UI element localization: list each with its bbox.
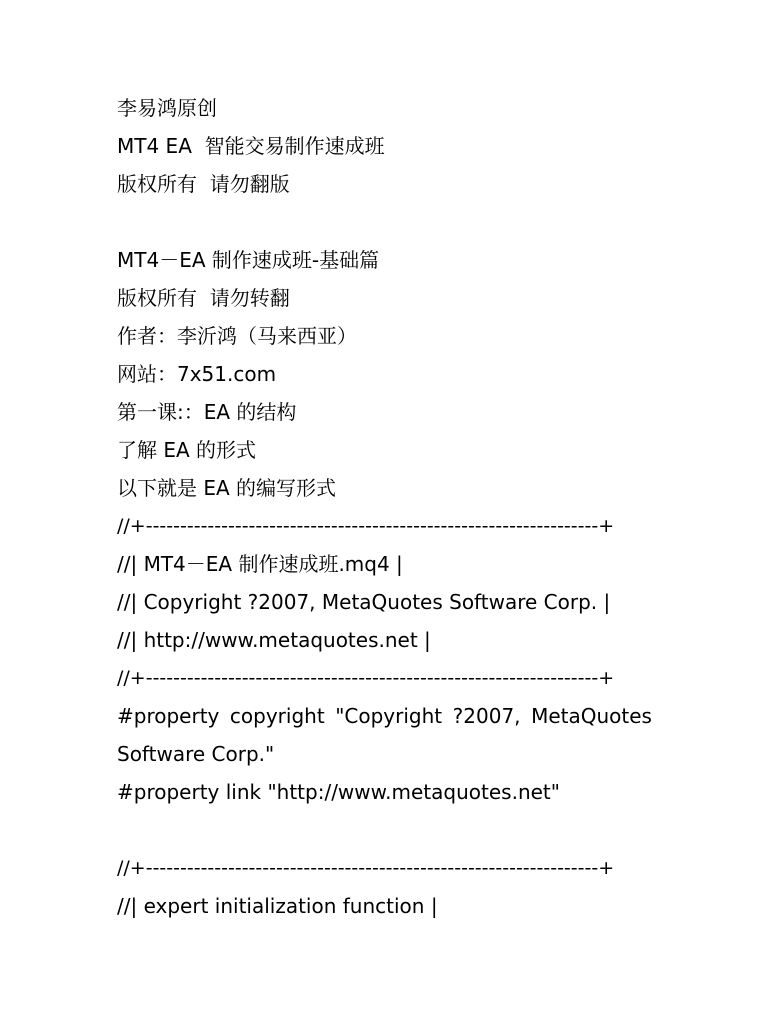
- header-original-author: 李易鸿原创: [117, 96, 217, 120]
- code-word: copyright: [229, 704, 325, 728]
- code-word: ?2007,: [452, 704, 521, 728]
- code-init-comment: //| expert initialization function |: [117, 894, 438, 918]
- header-copyright: 版权所有 请勿翻版: [117, 172, 290, 196]
- section-author: 作者：李沂鸿（马来西亚）: [117, 324, 357, 348]
- section-website: 网站：7x51.com: [117, 362, 277, 386]
- code-word: MetaQuotes: [531, 704, 652, 728]
- section-title: MT4－EA 制作速成班-基础篇: [117, 248, 380, 272]
- code-separator-2: //+------------------------------------------------------------------+: [117, 667, 615, 689]
- section-intro: 了解 EA 的形式: [117, 438, 257, 462]
- code-property-link: #property link "http://www.metaquotes.net": [117, 780, 560, 804]
- code-separator-3: //+------------------------------------------------------------------+: [117, 857, 615, 879]
- code-copyright-comment: //| Copyright ?2007, MetaQuotes Software Corp. |: [117, 590, 611, 614]
- code-word: #property: [117, 704, 220, 728]
- section-copyright: 版权所有 请勿转翻: [117, 286, 290, 310]
- code-file-comment: //| MT4－EA 制作速成班.mq4 |: [117, 552, 403, 576]
- code-property-copyright-cont: Software Corp.": [117, 742, 275, 766]
- section-lesson: 第一课:：EA 的结构: [117, 400, 297, 424]
- code-separator-1: //+------------------------------------------------------------------+: [117, 515, 615, 537]
- code-property-copyright: [117, 703, 652, 729]
- section-intro2: 以下就是 EA 的编写形式: [117, 476, 337, 500]
- code-word: "Copyright: [335, 704, 443, 728]
- header-course-title: MT4 EA 智能交易制作速成班: [117, 134, 385, 158]
- code-url-comment: //| http://www.metaquotes.net |: [117, 628, 431, 652]
